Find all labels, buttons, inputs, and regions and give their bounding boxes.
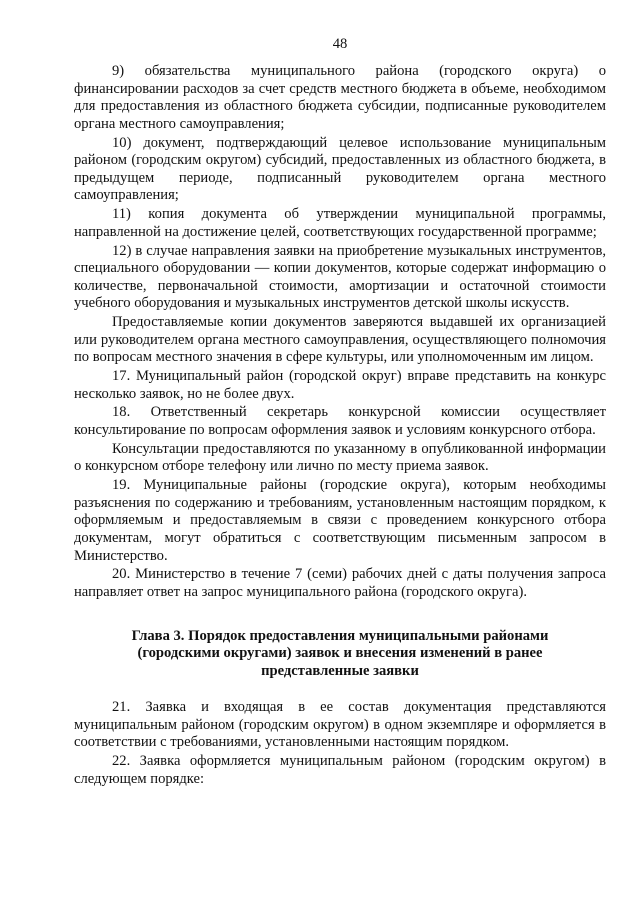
chapter-heading-line-1: Глава 3. Порядок предоставления муниципальными районами [131,627,549,644]
chapter-heading-line-2: (городскими округами) заявок и внесения изменений в ранее [137,645,543,662]
paragraph-clause-18: 18. Ответственный секретарь конкурсной комиссии осуществляет консультирование по вопросам оформления заявок и условиям конкурсного отбора. [74,404,606,438]
paragraph-item-12: 12) в случае направления заявки на приобретение музыкальных инструментов, специального оборудовании — копии документов, которые содержат информацию о количестве, первоначальной стоимости, амортизации и остаточной стоимости учебного оборудования и музыкальных инструментов детской школы искусств. [74,242,606,312]
page-number: 48 [332,36,348,52]
paragraph-clause-20: 20. Министерство в течение 7 (семи) рабочих дней с даты получения запроса направляет ответ на запрос муниципального района (городского округа). [74,566,606,600]
paragraph-clause-19: 19. Муниципальные районы (городские округа), которым необходимы разъяснения по содержанию и требованиям, установленным настоящим порядком, к оформляемым и предоставляемым в связи с проведением конкурсного отбора документам, могут обратиться с соответствующим письменным запросом в Министерство. [74,477,606,564]
paragraph-consultations: Консультации предоставляются по указанному в опубликованной информации о конкурсном отборе телефону или лично по месту приема заявок. [74,440,606,475]
paragraph-clause-22: 22. Заявка оформляется муниципальным районом (городским округом) в следующем порядке: [74,753,606,787]
paragraph-item-9: 9) обязательства муниципального района (городского округа) о финансировании расходов за счет средств местного бюджета в объеме, необходимом для предоставления из областного бюджета субсидии, подписанные руководителем органа местного самоуправления; [74,63,606,132]
chapter-heading-line-3: представленные заявки [261,662,419,679]
document-body [74,63,606,790]
paragraph-copies-certification: Предоставляемые копии документов заверяются выдавшей их организацией или руководителем органа местного самоуправления, осуществляющего полномочия по вопросам местного значения в сфере культуры, или уполномоченным им лицом. [74,314,606,366]
paragraph-item-10: 10) документ, подтверждающий целевое использование муниципальным районом (городским округом) субсидий, предоставленных из областного бюджета, в предыдущем периоде, подписанный руководителем органа местного самоуправления; [74,134,606,204]
chapter-heading [74,628,606,681]
paragraph-clause-21: 21. Заявка и входящая в ее состав документация представляются муниципальным районом (городским округом) в одном экземпляре и оформляется в соответствии с требованиями, установленными настоящим порядком. [74,699,606,751]
paragraph-clause-17: 17. Муниципальный район (городской округ) вправе представить на конкурс несколько заявок, но не более двух. [74,368,606,402]
paragraph-item-11: 11) копия документа об утверждении муниципальной программы, направленной на достижение целей, соответствующих государственной программе; [74,206,606,240]
